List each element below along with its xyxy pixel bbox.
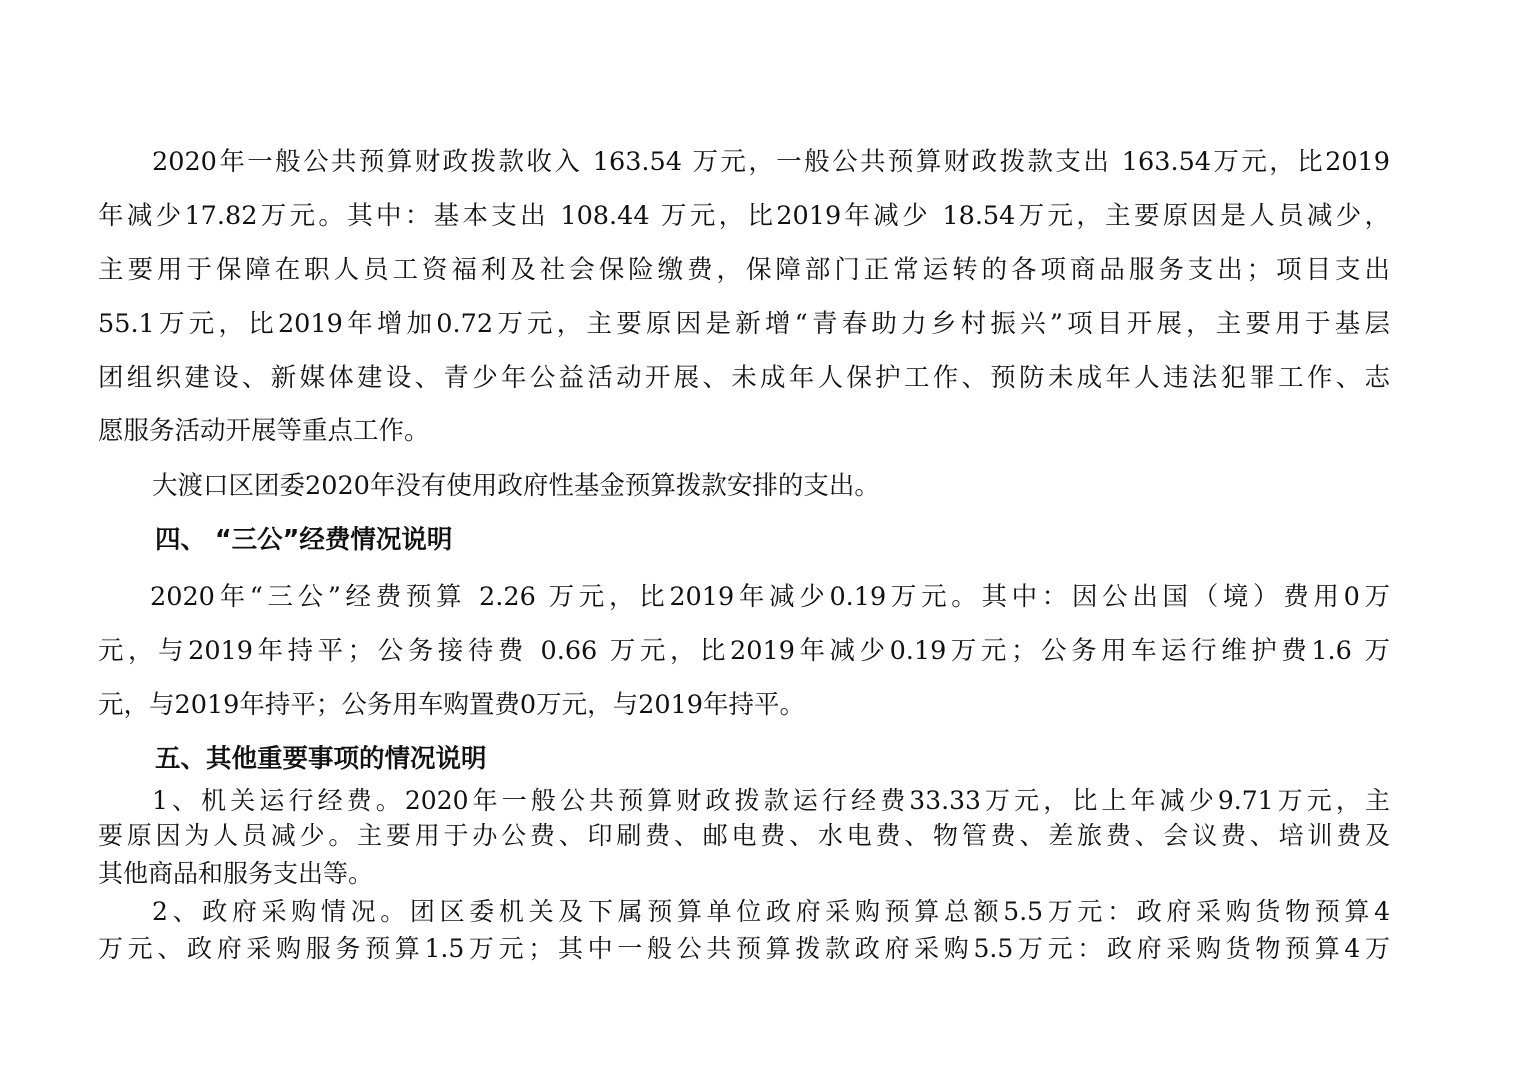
paragraph-1-line-1: 2020年一般公共预算财政拨款收入 163.54 万元，一般公共预算财政拨款支出 163.54万元，比2019 [152,147,1390,177]
section-5-item-2-line-2: 万元、政府采购服务预算1.5万元；其中一般公共预算拨款政府采购5.5万元：政府采购货物预算4万 [98,934,1390,963]
paragraph-1-line-2: 年减少17.82万元。其中：基本支出 108.44 万元，比2019年减少 18.54万元，主要原因是人员减少， [98,201,1390,231]
section-4-line-1: 2020年“三公”经费预算 2.26 万元，比2019年减少0.19万元。其中：因公出国（境）费用0万 [150,582,1390,612]
section-4-line-3: 元，与2019年持平；公务用车购置费0万元，与2019年持平。 [98,690,806,720]
section-4-heading: 四、 “三公”经费情况说明 [155,525,453,555]
section-5-heading: 五、其他重要事项的情况说明 [155,744,487,774]
paragraph-1-line-4: 55.1万元，比2019年增加0.72万元，主要原因是新增“青春助力乡村振兴”项目开展，主要用于基层 [98,309,1390,339]
section-5-item-1-line-2: 要原因为人员减少。主要用于办公费、印刷费、邮电费、水电费、物管费、差旅费、会议费、培训费及 [98,821,1390,850]
section-5-item-1-line-3: 其他商品和服务支出等。 [98,859,374,888]
section-4-line-2: 元，与2019年持平；公务接待费 0.66 万元，比2019年减少0.19万元；公务用车运行维护费1.6 万 [98,636,1390,666]
paragraph-1-line-3: 主要用于保障在职人员工资福利及社会保险缴费，保障部门正常运转的各项商品服务支出；项目支出 [98,255,1390,285]
paragraph-1-line-5: 团组织建设、新媒体建设、青少年公益活动开展、未成年人保护工作、预防未成年人违法犯罪工作、志 [98,363,1390,393]
paragraph-1-line-6: 愿服务活动开展等重点工作。 [98,416,430,446]
paragraph-2: 大渡口区团委2020年没有使用政府性基金预算拨款安排的支出。 [152,471,880,501]
section-5-item-1-line-1: 1、机关运行经费。2020年一般公共预算财政拨款运行经费33.33万元，比上年减少9.71万元，主 [152,786,1390,815]
section-5-item-2-line-1: 2、政府采购情况。团区委机关及下属预算单位政府采购预算总额5.5万元：政府采购货物预算4 [152,897,1390,926]
